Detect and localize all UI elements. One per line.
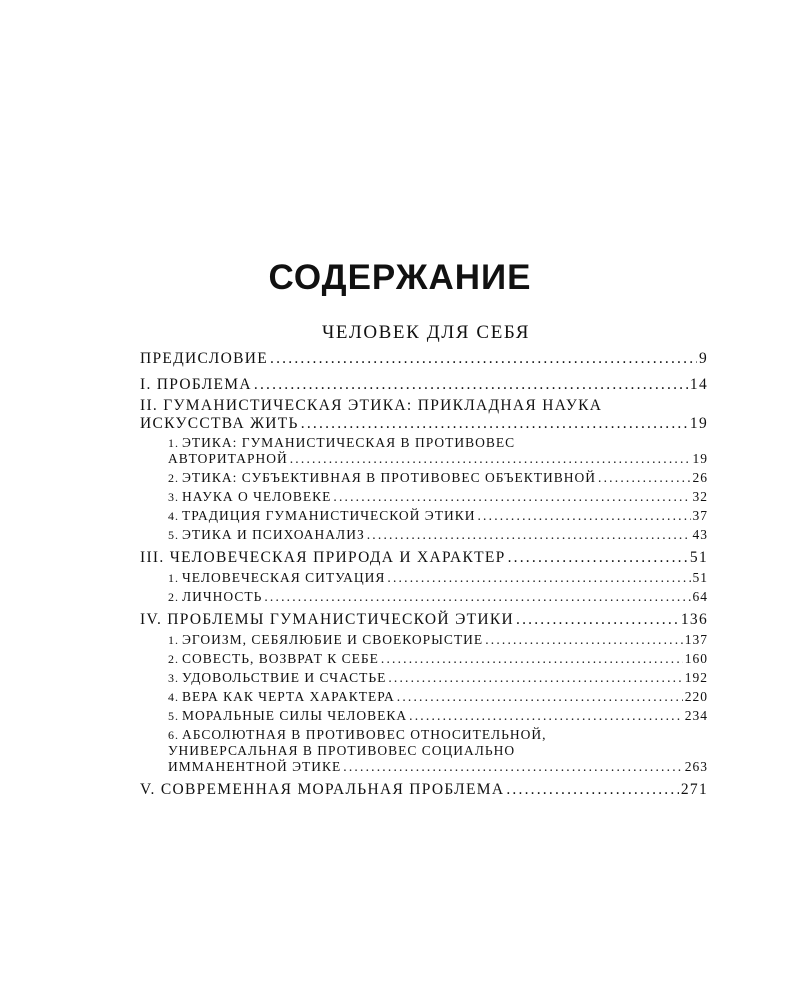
toc-page-number: 14: [689, 376, 708, 393]
toc-page-number: 37: [692, 508, 708, 523]
toc-entry-title: [168, 708, 407, 724]
toc-entry-section-2-3: [168, 489, 708, 505]
toc-section-number: 2.: [168, 471, 179, 485]
toc-entry-title: [168, 632, 483, 648]
toc-page-number: 220: [684, 689, 708, 704]
toc-entry-last-line: [140, 415, 708, 433]
page-title: СОДЕРЖАНИЕ: [268, 258, 532, 297]
toc-entry-section-3-1: [168, 570, 708, 586]
toc-page-number: 19: [689, 415, 708, 432]
toc-entry-chapter-4: [140, 611, 708, 629]
toc-page-number: 192: [684, 670, 708, 685]
toc-entry-section-2-2: [168, 470, 708, 486]
toc-entry-section-4-6: [168, 727, 708, 775]
toc-leader-dots: [598, 470, 690, 486]
toc-entry-chapter-1: [140, 376, 708, 394]
toc-entry-preface: [140, 350, 708, 368]
toc-leader-dots: [381, 651, 683, 667]
toc-entry-title-text: УДОВОЛЬСТВИЕ И СЧАСТЬЕ: [182, 670, 387, 685]
toc-leader-dots: [264, 589, 690, 605]
toc-section-number: 2.: [168, 590, 179, 604]
toc-section-number: 3.: [168, 671, 179, 685]
toc-entry-title-text: ЭТИКА И ПСИХОАНАЛИЗ: [182, 527, 365, 542]
toc-entry-section-4-4: [168, 689, 708, 705]
toc-leader-dots: [270, 350, 697, 368]
toc-section-number: 2.: [168, 652, 179, 666]
toc-page-number: 271: [680, 781, 708, 798]
toc-section-number: 4.: [168, 509, 179, 523]
toc-leader-dots: [409, 708, 683, 724]
toc-entry-chapter-2: [140, 397, 708, 433]
toc-entry-section-4-2: [168, 651, 708, 667]
toc-section-number: 1.: [168, 436, 179, 450]
toc-page-number: 160: [684, 651, 708, 666]
toc-entry-title-line: УНИВЕРСАЛЬНАЯ В ПРОТИВОВЕС СОЦИАЛЬНО: [168, 743, 516, 758]
toc-leader-dots: [397, 689, 683, 705]
toc-entry-section-2-4: [168, 508, 708, 524]
toc-entry-title-text: СОВЕСТЬ, ВОЗВРАТ К СЕБЕ: [182, 651, 379, 666]
toc-entry-section-2-5: [168, 527, 708, 543]
toc-entry-title-text: ЛИЧНОСТЬ: [182, 589, 263, 604]
toc-entry-title-line: ИММАНЕНТНОЙ ЭТИКЕ: [168, 759, 342, 774]
toc-entry-title-line: ИСКУССТВА ЖИТЬ: [140, 415, 299, 432]
toc-entry-title: V. СОВРЕМЕННАЯ МОРАЛЬНАЯ ПРОБЛЕМА: [140, 781, 505, 798]
toc-page-number: 51: [689, 549, 708, 566]
toc-leader-dots: [477, 508, 690, 524]
toc-leader-dots: [290, 451, 691, 467]
book-title: ЧЕЛОВЕК ДЛЯ СЕБЯ: [321, 322, 531, 343]
toc-page-number: 263: [684, 759, 708, 774]
toc-entry-title: [168, 589, 262, 605]
toc-section-number: 5.: [168, 528, 179, 542]
toc-leader-dots: [301, 415, 688, 433]
toc-page-number: 32: [692, 489, 708, 504]
toc-entry-title: [168, 527, 365, 543]
toc-entry-title: III. ЧЕЛОВЕЧЕСКАЯ ПРИРОДА И ХАРАКТЕР: [140, 549, 506, 566]
toc-entry-section-3-2: [168, 589, 708, 605]
toc-entry-first-line: [168, 727, 708, 743]
toc-entry-title-text: ЭТИКА: СУБЪЕКТИВНАЯ В ПРОТИВОВЕС ОБЪЕКТИВНОЙ: [182, 470, 597, 485]
toc-page-number: 64: [692, 589, 708, 604]
toc-page-number: 136: [680, 611, 708, 628]
toc-entry-title: [168, 651, 379, 667]
toc-entry-title: [168, 489, 331, 505]
toc-entry-title-line: II. ГУМАНИСТИЧЕСКАЯ ЭТИКА: ПРИКЛАДНАЯ НАУКА: [140, 397, 603, 414]
toc-entry-last-line: [168, 451, 708, 467]
toc-page-number: 51: [692, 570, 708, 585]
toc-entry-title: [168, 570, 385, 586]
toc-entry-title-text: МОРАЛЬНЫЕ СИЛЫ ЧЕЛОВЕКА: [182, 708, 408, 723]
toc-entry-last-line: [168, 759, 708, 775]
toc-page-number: 234: [684, 708, 708, 723]
toc-page-number: 19: [692, 451, 708, 466]
toc-entry-title: ПРЕДИСЛОВИЕ: [140, 350, 269, 367]
table-of-contents: [140, 350, 708, 799]
toc-leader-dots: [333, 489, 690, 505]
toc-entry-title: I. ПРОБЛЕМА: [140, 376, 252, 393]
toc-page-number: 137: [684, 632, 708, 647]
toc-leader-dots: [254, 376, 688, 394]
toc-section-number: 1.: [168, 633, 179, 647]
toc-section-number: 1.: [168, 571, 179, 585]
toc-section-number: 3.: [168, 490, 179, 504]
toc-leader-dots: [367, 527, 691, 543]
toc-page-number: 26: [692, 470, 708, 485]
toc-page-number: 43: [692, 527, 708, 542]
toc-entry-title-line: АВТОРИТАРНОЙ: [168, 451, 288, 466]
toc-leader-dots: [516, 611, 679, 629]
toc-leader-dots: [508, 549, 688, 567]
toc-entry-title-text: ВЕРА КАК ЧЕРТА ХАРАКТЕРА: [182, 689, 395, 704]
toc-section-number: 6.: [168, 728, 179, 742]
toc-page-number: 9: [698, 350, 708, 367]
toc-entry-title-text: ЭГОИЗМ, СЕБЯЛЮБИЕ И СВОЕКОРЫСТИЕ: [182, 632, 484, 647]
toc-entry-title-text: ЧЕЛОВЕЧЕСКАЯ СИТУАЦИЯ: [182, 570, 386, 585]
toc-leader-dots: [387, 570, 690, 586]
toc-leader-dots: [506, 781, 679, 799]
toc-entry-section-4-5: [168, 708, 708, 724]
toc-section-number: 4.: [168, 690, 179, 704]
toc-leader-dots: [343, 759, 682, 775]
toc-entry-title: [168, 508, 475, 524]
toc-entry-title-line: ЭТИКА: ГУМАНИСТИЧЕСКАЯ В ПРОТИВОВЕС: [182, 435, 516, 450]
toc-entry-section-4-3: [168, 670, 708, 686]
toc-entry-section-4-1: [168, 632, 708, 648]
toc-entry-title-line: АБСОЛЮТНАЯ В ПРОТИВОВЕС ОТНОСИТЕЛЬНОЙ,: [182, 727, 547, 742]
toc-entry-title: [168, 689, 395, 705]
toc-entry-title-text: ТРАДИЦИЯ ГУМАНИСТИЧЕСКОЙ ЭТИКИ: [182, 508, 476, 523]
toc-leader-dots: [485, 632, 683, 648]
toc-entry-title: [168, 670, 386, 686]
toc-entry-section-2-1: [168, 435, 708, 467]
toc-entry-title: IV. ПРОБЛЕМЫ ГУМАНИСТИЧЕСКОЙ ЭТИКИ: [140, 611, 514, 628]
toc-entry-title: [168, 470, 596, 486]
toc-leader-dots: [388, 670, 682, 686]
toc-entry-first-line: [168, 435, 708, 451]
toc-entry-chapter-5: [140, 781, 708, 799]
toc-entry-title-text: НАУКА О ЧЕЛОВЕКЕ: [182, 489, 332, 504]
toc-entry-chapter-3: [140, 549, 708, 567]
toc-section-number: 5.: [168, 709, 179, 723]
